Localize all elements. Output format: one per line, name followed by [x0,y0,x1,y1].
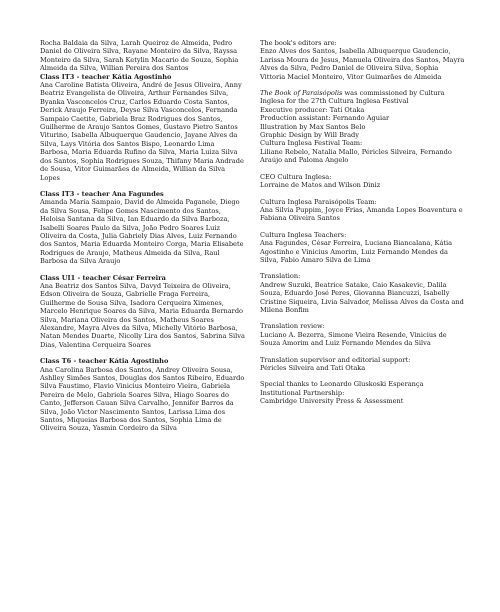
class-names: Ana Caroline Batista Oliveira, André de Jesus Oliveira, Anny Beatriz Evangelista de Oliveira, Arthur Fernandes Silva, Byanka Vasconcelos Cruz, Carlos Eduardo Costa Santos, Derick Araujo Ferreira, Deyse Silva Vasconcelos, Fernanda Sampaio Caetite, Gabriela Braz Rodrigues dos Santos, Guilherme de Araujo Santos Gomes, Gustavo Pietro Santos Viturino, Isabella Albuquerque Gaudencio, Jayane Alves da Silva, Lays Vitória dos Santos Bispo, Leonardo Lima Barbosa, Maria Eduarda Rufino da Silva, Maria Luiza Silva dos Santos, Sophia Rodrigues Souza, Thifany Maria Andrade de Sousa, Vitor Guimarães de Almeida, Willian da Silva Lopes [40,81,244,182]
class-ui1-cesar [40,274,245,350]
supervisor-names: Péricles Silveira and Tati Otaka [260,364,366,372]
paraisopolis-team-heading: Cultura Inglesa Paraisópolis Team: [260,197,377,206]
supervisor-heading: Translation supervisor and editorial support: [260,355,411,364]
left-column [40,39,245,441]
class-names: Amanda Maria Sampaio, David de Almeida Paganele, Diego da Silva Sousa, Felipe Gomes Nascimento dos Santos, Heloisa Santana da Silva, Ian Eduardo da Silva Barboza, Isabelli Soares Paulo da Silva, João Pedro Soares Luiz Oliveira da Costa, Julia Gabriely Dias Alves, Luiz Fernando dos Santos, Maria Eduarda Monteiro Corga, Maria Elisabete Rodrigues de Araujo, Matheus Almeida da Silva, Raul Barbosa da Silva Araujo [40,198,244,266]
commission-note [260,89,465,106]
ceo-names: Lorraine de Matos and Wilson Diniz [260,181,381,190]
class-heading: Class T6 - teacher Kátia Agostinho [40,357,169,366]
teachers-heading: Cultura Inglesa Teachers: [260,230,347,239]
class-it3-katia [40,73,245,182]
partnership-heading: Institutional Partnership: [260,388,345,397]
intro-names: Rocha Baldaia da Silva, Larah Queiroz de Almeida, Pedro Daniel de Oliveira Silva, Rayane Monteiro da Silva, Rayssa Monteiro da Silva, Sarah Ketylin Macario de Souza, Sophia Almeida da Silva, Willian Pereira dos Santos [40,39,239,73]
class-t6-katia [40,357,245,433]
production-credits: Executive producer: Tati Otaka Production assistant: Fernando Aguiar Illustration by Max Santos Belo Graphic Design by Will Brady [260,105,390,140]
commission-text: was commissioned by Cultura Inglesa for the 27th Cultura Inglesa Festival [260,89,445,106]
festival-team-section [260,139,465,164]
translation-section [260,272,465,314]
special-thanks: Special thanks to Leonardo Gluskoski Esperança [260,380,424,389]
partnership-section [260,389,465,406]
class-names: Ana Carolina Barbosa dos Santos, Andrey Oliveira Sousa, Ashlley Simões Santos, Douglas dos Santos Ribeiro, Eduardo Silva Faustimo, Flavio Vinicius Monteiro Vieira, Gabriela Pereira de Melo, Gabriela Soares Silva, Hiago Soares do Canto, Jefferson Cauan Silva Carvalho, Jennifer Barros da Silva, João Victor Nascimento Santos, Larissa Lima dos Santos, Miqueias Barbosa dos Santos, Sophia Lima de Oliveira Souza, Yasmin Cordeiro da Silva [40,365,245,433]
translation-heading: Translation: [260,272,301,281]
ceo-section [260,173,465,190]
paraisopolis-team-names: Ana Silvia Puppim, Joyce Frias, Amanda Lopes Boaventura e Fabiana Oliveira Santos [260,205,463,223]
class-heading: Class IT3 - teacher Ana Fagundes [40,189,164,198]
book-title: The Book of Paraisópolis [260,89,343,98]
review-heading: Translation review: [260,322,325,331]
editors-heading: The book's editors are: [260,39,337,47]
translation-names: Andrew Suzuki, Beatrice Satake, Caio Kasakevic, Dalila Souza, Eduardo José Peres, Giovanna Biancuzzi, Isabelly Cristine Siqueira, Livia Salvador, Melissa Alves da Costa and Milena Bonfim [260,280,464,314]
festival-team-names: Liliane Rebelo, Natalia Mallo, Péricles Silveira, Fernando Araújo and Paloma Angelo [260,147,452,165]
teachers-names: Ana Fagundes, César Ferreira, Luciana Biancalana, Kátia Agostinho e Vinicius Amorim, Luiz Fernando Mendes da Silva, Fabio Amaro Silva de Lima [260,239,453,264]
partnership-name: Cambridge University Press & Assessment [260,397,404,406]
class-heading: Class UI1 - teacher César Ferreira [40,273,166,282]
class-it3-ana [40,190,245,266]
paraisopolis-team-section [260,198,465,223]
class-names: Ana Beatriz dos Santos Silva, Davyd Teixeira de Oliveira, Edson Oliveira de Souza, Gabrielle Fraga Ferreira, Guilherme de Sousa Silva, Isadora Cerqueira Ximenes, Marcelo Henrique Soares da Silva, Maria Eduarda Bernardo Silva, Mariana Oliveira dos Santos, Matheus Soares Alexandre, Mayra Alves da Silva, Michelly Vitório Barbosa, Natan Mendes Duarte, Nicolly Lira dos Santos, Sabrina Silva Dias, Valentina Cerqueira Soares [40,281,245,349]
festival-team-heading: Cultura Inglesa Festival Team: [260,139,363,148]
editors-section [260,39,465,81]
teachers-section [260,231,465,265]
review-names: Luciano A. Bezerra, Simone Vieira Resende, Vinicius de Souza Amorim and Luiz Fernando Mendes da Silva [260,330,447,348]
class-heading: Class IT3 - teacher Kátia Agostinho [40,72,172,81]
editors-names: Enzo Alves dos Santos, Isabella Albuquerque Gaudencio, Larissa Moura de Jesus, Manuela Oliveira dos Santos, Mayra Alves da Silva, Pedro Daniel de Oliveira Silva, Sophia Vittoria Maciel Monteiro, Vitor Guimarães de Almeida [260,47,465,81]
right-column [260,39,465,414]
supervisor-section [260,356,465,373]
review-section [260,322,465,347]
ceo-heading: CEO Cultura Inglesa: [260,172,332,181]
